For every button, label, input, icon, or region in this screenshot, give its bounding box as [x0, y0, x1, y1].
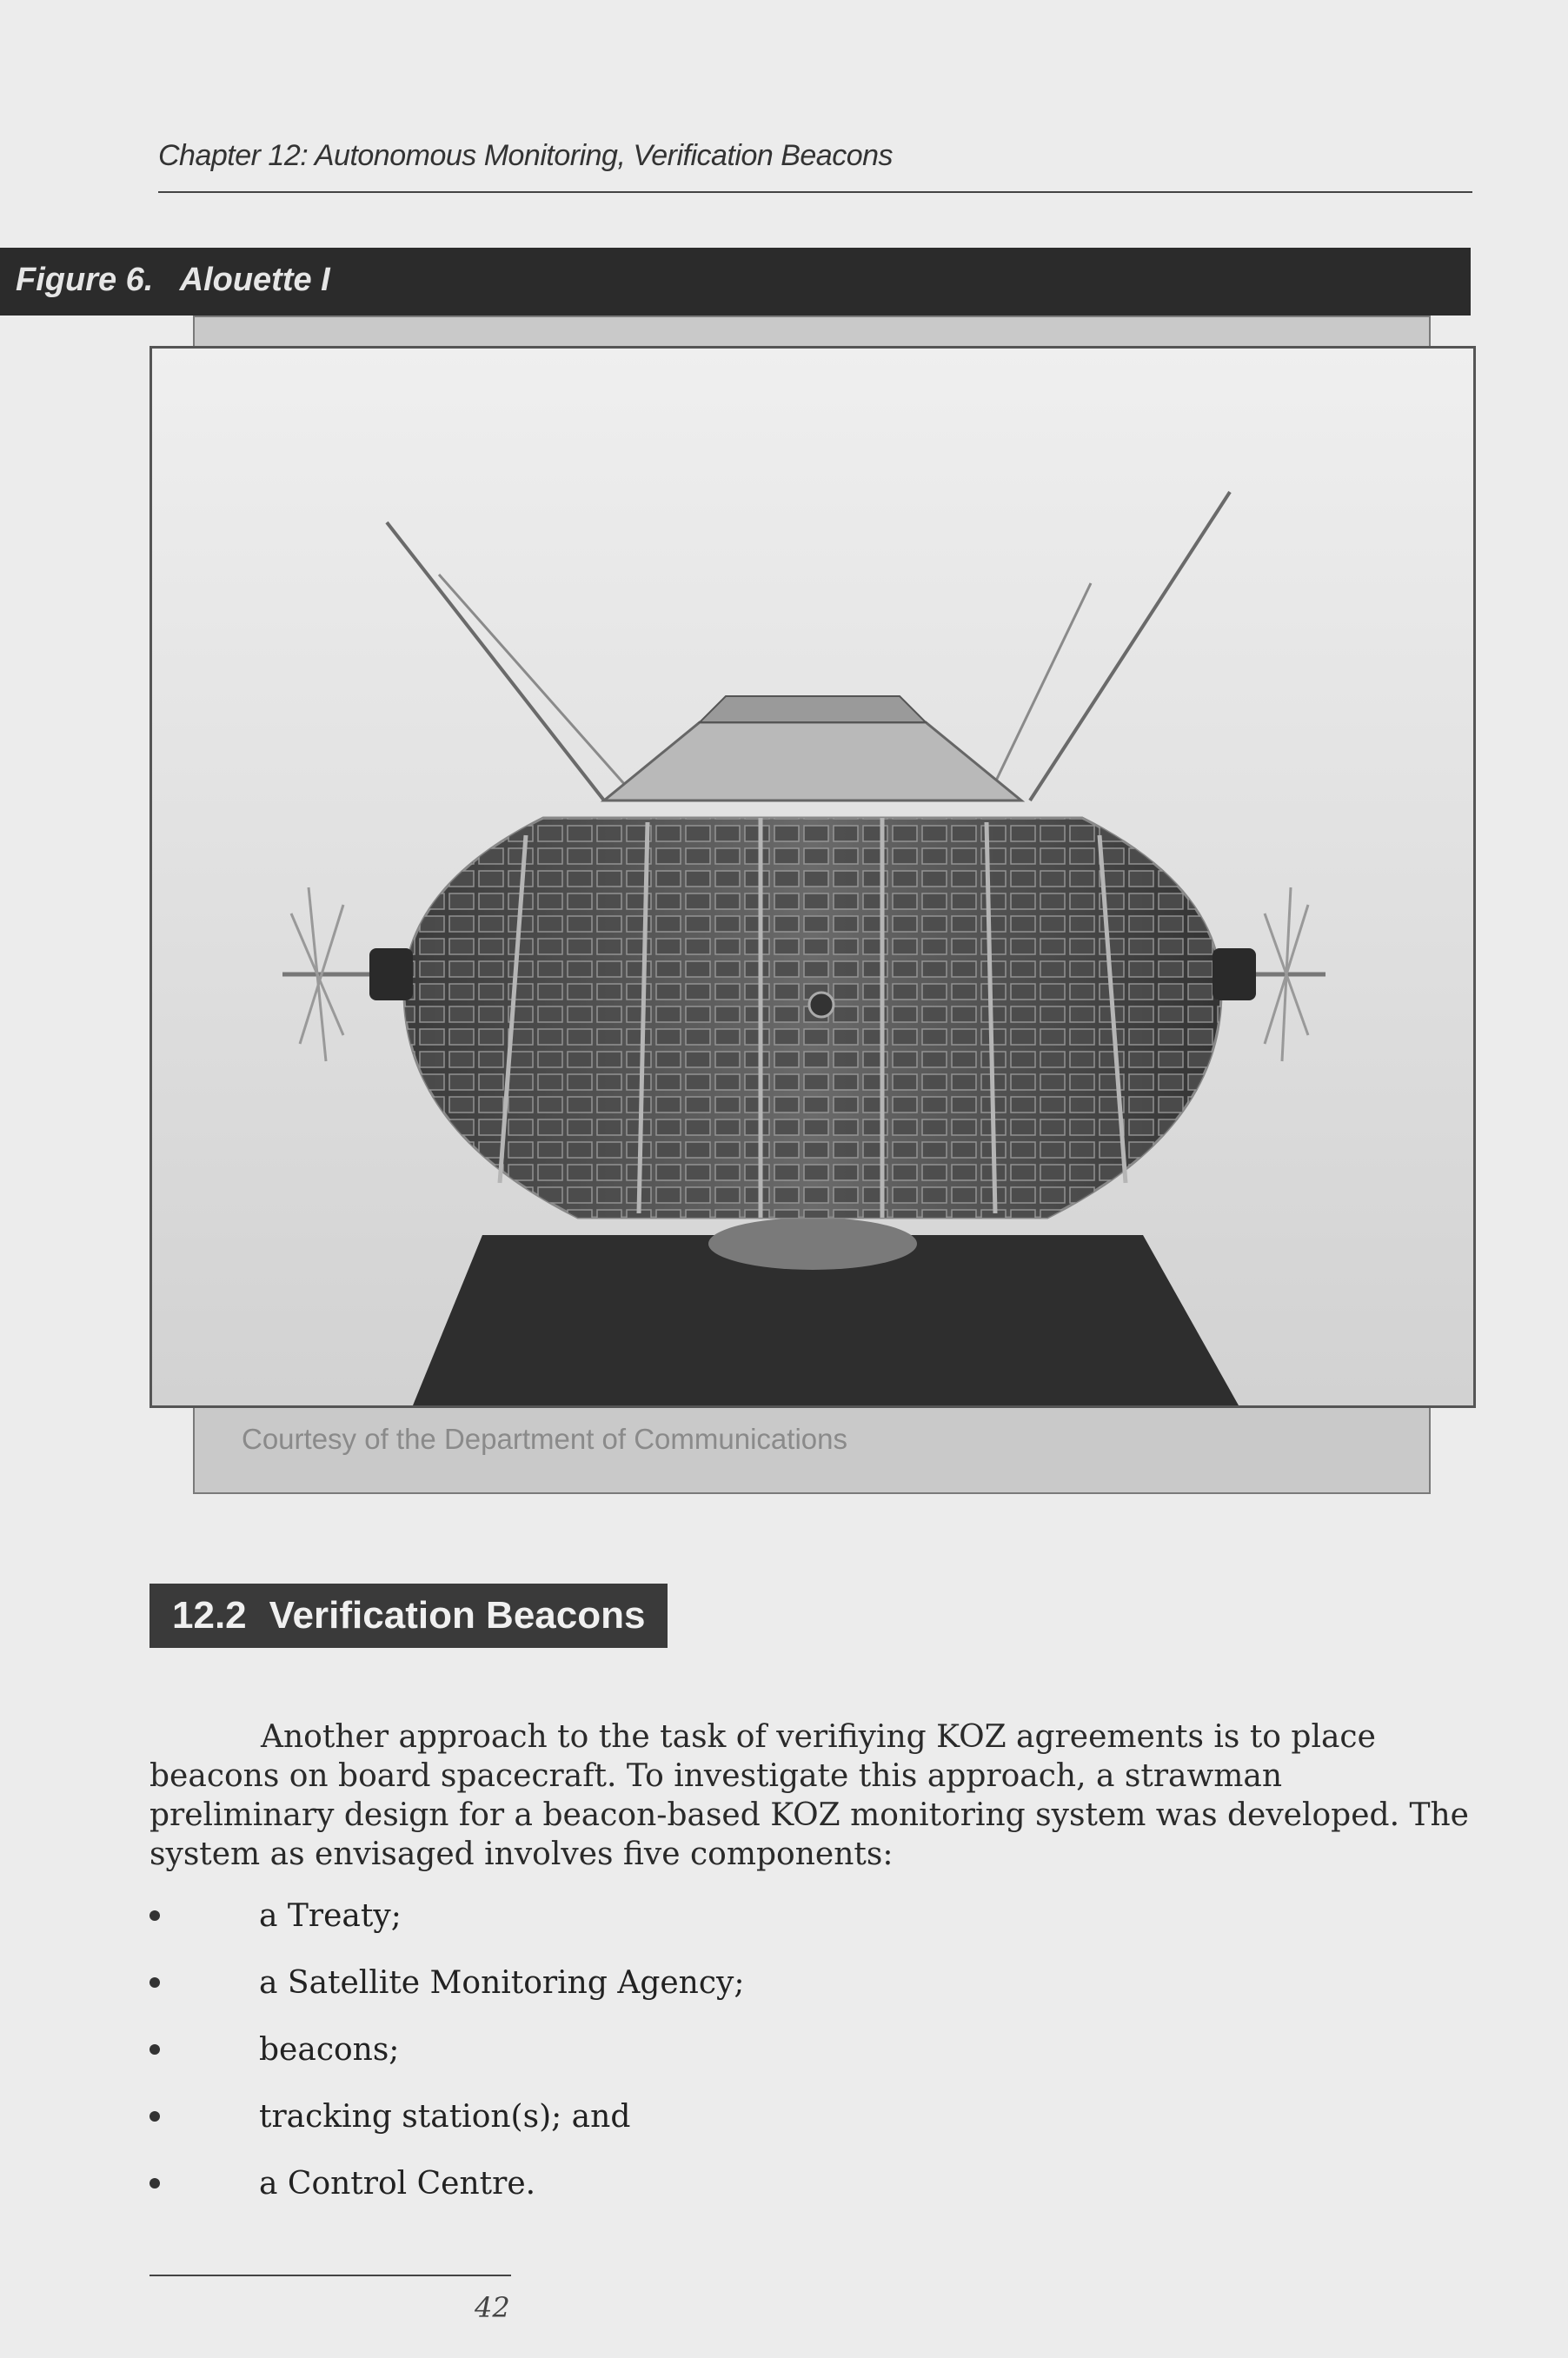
figure-credit: Courtesy of the Department of Communications [242, 1423, 847, 1455]
figure-title-bar [0, 248, 1471, 316]
satellite-illustration [152, 349, 1473, 1405]
figure-label: Figure 6. Alouette I [16, 262, 330, 298]
bullet-icon [149, 1910, 160, 1921]
header-rule [158, 191, 1472, 193]
section-title: Verification Beacons [269, 1594, 646, 1637]
running-header: Chapter 12: Autonomous Monitoring, Verification Beacons [158, 139, 894, 172]
footer-rule [149, 2275, 511, 2276]
bullet-icon [149, 2178, 160, 2189]
section-number: 12.2 [172, 1594, 247, 1637]
section-heading [149, 1584, 668, 1648]
satellite-photo [149, 346, 1476, 1408]
bullet-icon [149, 1977, 160, 1988]
bullet-icon [149, 2044, 160, 2055]
body-paragraph: Another approach to the task of verifiying KOZ agreements is to place beacons on board spacecraft. To investigate this approach, a strawman preliminary design for a beacon-based KOZ monitoring system was developed. The system as envisaged involves five components: [149, 1719, 1469, 1872]
page-number: 42 [475, 2291, 510, 2324]
bullet-icon [149, 2111, 160, 2122]
